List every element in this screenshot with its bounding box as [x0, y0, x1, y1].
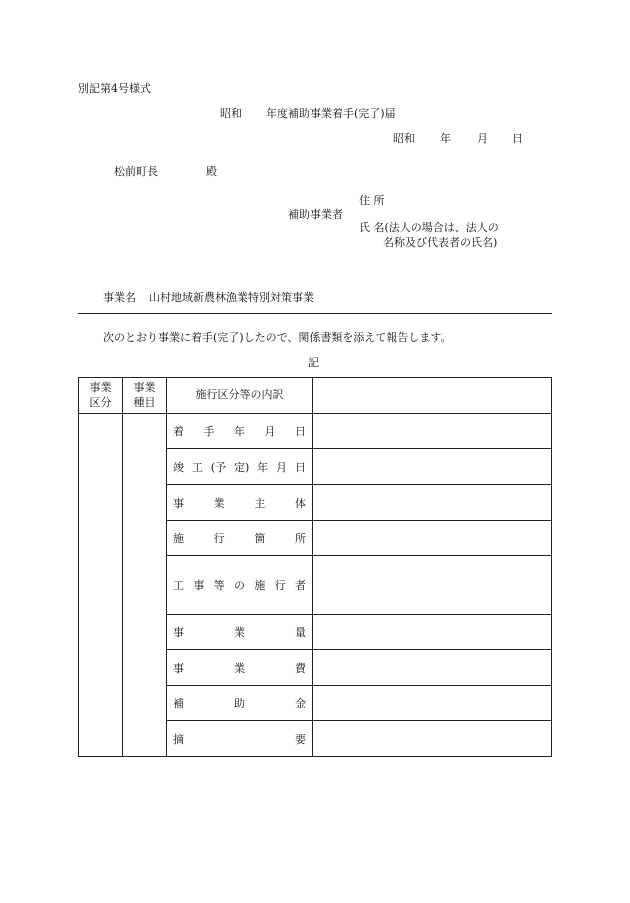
project-label: 事業名	[103, 291, 136, 304]
row-label-char: 業	[213, 496, 225, 510]
row-value-cell[interactable]	[313, 686, 552, 721]
row-label	[167, 686, 313, 721]
project-category-cell	[79, 414, 123, 757]
row-label-char: 事	[173, 661, 184, 675]
date-day: 日	[512, 132, 523, 145]
table-header-row	[79, 378, 552, 414]
row-value-cell[interactable]	[313, 449, 552, 485]
row-label-char: 所	[294, 532, 306, 545]
table-row	[79, 414, 552, 449]
address-label: 住 所	[359, 194, 385, 207]
row-label-char: 事	[173, 496, 184, 510]
row-value-cell[interactable]	[313, 556, 552, 615]
row-label-char: 要	[295, 732, 306, 746]
row-label-char: 体	[294, 496, 306, 510]
row-label	[167, 615, 313, 650]
row-label-char: 手	[203, 425, 215, 438]
statement-text: 次のとおり事業に着手(完了)したので、関係書類を添えて報告します。	[103, 331, 452, 344]
row-label-char: 月	[276, 460, 288, 474]
row-label	[167, 414, 313, 449]
date-month: 月	[477, 132, 488, 145]
date-era: 昭和	[393, 132, 415, 145]
row-label-char: 月	[264, 425, 276, 438]
row-label-char: 着	[173, 425, 184, 438]
row-label-char: 日	[295, 425, 306, 438]
row-label-char: 摘	[173, 732, 184, 746]
row-label	[167, 521, 313, 556]
row-label-char: 竣	[173, 460, 184, 474]
row-label-char: 助	[234, 697, 245, 710]
row-label-char: 事	[193, 579, 205, 592]
addressee-honorific: 殿	[206, 165, 217, 178]
row-value-cell[interactable]	[313, 615, 552, 650]
row-label-char: 年	[257, 460, 269, 474]
row-label-char: 工	[173, 579, 184, 592]
row-label-char: 行	[274, 579, 286, 592]
applicant-role: 補助事業者	[288, 208, 343, 221]
row-label-char: (予	[210, 460, 227, 474]
row-label-char: 施	[254, 579, 266, 592]
row-label	[167, 650, 313, 686]
title-era: 昭和	[220, 107, 242, 120]
row-label-char: 金	[295, 697, 306, 710]
row-label-char: 行	[213, 532, 225, 545]
row-label-char: 施	[173, 532, 184, 545]
row-label-char: 工	[191, 460, 203, 474]
row-value-cell[interactable]	[313, 521, 552, 556]
row-value-cell[interactable]	[313, 721, 552, 757]
row-label-char: 補	[173, 697, 184, 710]
row-value-cell[interactable]	[313, 485, 552, 521]
row-label-char: 年	[234, 425, 245, 438]
form-number: 別記第4号様式	[78, 82, 151, 95]
divider-line	[78, 313, 552, 314]
row-label-char: の	[233, 579, 245, 592]
addressee-name: 松前町長	[114, 165, 158, 178]
project-type-cell	[123, 414, 167, 757]
name-label-continued: 名称及び代表者の氏名)	[383, 236, 498, 249]
row-label	[167, 556, 313, 615]
header-breakdown: 施行区分等の内訳	[167, 378, 313, 414]
row-label	[167, 449, 313, 485]
row-label-char: 業	[234, 626, 245, 639]
row-label-char: 定)	[233, 460, 250, 474]
header-project-type: 事業 種目	[123, 378, 167, 414]
row-label	[167, 485, 313, 521]
row-label-char: 主	[254, 496, 266, 510]
row-label-char: 箇	[254, 532, 266, 545]
row-label	[167, 721, 313, 757]
details-table	[78, 377, 552, 757]
row-label-char: 者	[294, 579, 306, 592]
row-label-char: 等	[213, 579, 225, 592]
record-label: 記	[308, 356, 319, 369]
row-value-cell[interactable]	[313, 650, 552, 686]
header-empty-cell	[313, 378, 552, 414]
row-label-char: 費	[295, 661, 306, 675]
row-label-char: 業	[234, 661, 245, 675]
title-name: 年度補助事業着手(完了)届	[266, 107, 396, 120]
row-label-char: 事	[173, 626, 184, 639]
date-year: 年	[440, 132, 451, 145]
row-label-char: 量	[295, 626, 306, 639]
header-project-category: 事業 区分	[79, 378, 123, 414]
name-label: 氏 名(法人の場合は、法人の	[359, 221, 499, 234]
row-value-cell[interactable]	[313, 414, 552, 449]
project-value: 山村地域新農林漁業特別対策事業	[149, 291, 314, 304]
row-label-char: 日	[294, 460, 306, 474]
